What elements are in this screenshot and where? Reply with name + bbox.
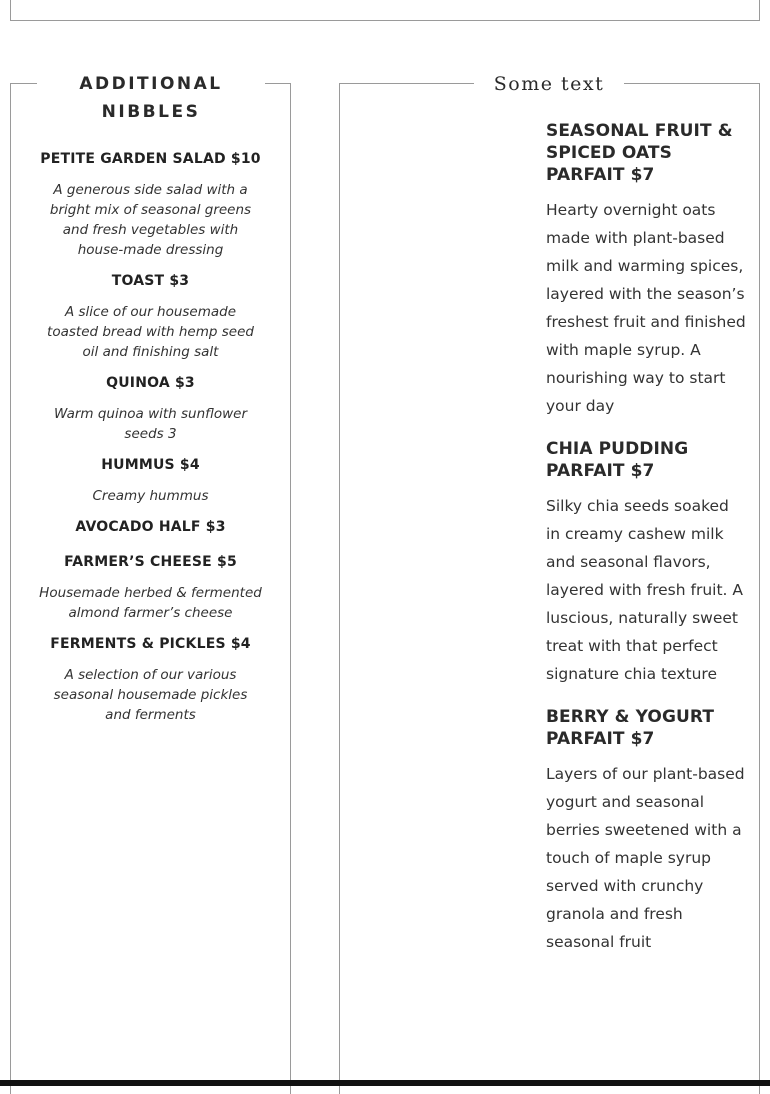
nibbles-list: [11, 148, 290, 735]
menu-item-name: HUMMUS $4: [101, 457, 200, 473]
menu-item-description: Housemade herbed & fermented almond farmer’s cheese: [39, 585, 262, 621]
parfaits-list: [546, 120, 746, 974]
menu-item: [11, 148, 290, 260]
menu-item-description: A slice of our housemade toasted bread with hemp seed oil and finishing salt: [47, 304, 254, 360]
menu-item-description: A generous side salad with a bright mix of seasonal greens and fresh vegetables with house-made dressing: [49, 182, 252, 258]
nibbles-panel: [10, 74, 291, 1094]
parfait-item-description: Hearty overnight oats made with plant-based milk and warming spices, layered with the season’s freshest fruit and finished with maple syrup. A nourishing way to start your day: [546, 201, 746, 415]
menu-item: [11, 551, 290, 623]
menu-item-name: QUINOA $3: [106, 375, 195, 391]
parfaits-panel: [339, 73, 760, 1094]
nibbles-title: ADDITIONAL NIBBLES: [37, 70, 265, 126]
parfait-item: [546, 438, 746, 688]
menu-item-name: TOAST $3: [111, 273, 190, 289]
menu-item: [11, 516, 290, 538]
menu-item: [11, 454, 290, 506]
parfait-item-description: Layers of our plant-based yogurt and seasonal berries sweetened with a touch of maple syrup served with crunchy granola and fresh seasonal fruit: [546, 765, 745, 951]
menu-item: [11, 270, 290, 362]
parfait-item-description: Silky chia seeds soaked in creamy cashew milk and seasonal flavors, layered with fresh fruit. A luscious, naturally sweet treat with that perfect signature chia texture: [546, 497, 744, 683]
menu-item-name: PETITE GARDEN SALAD $10: [40, 151, 261, 167]
bottom-edge-bar: [0, 1080, 770, 1086]
menu-item-description: A selection of our various seasonal housemade pickles and ferments: [53, 667, 248, 723]
parfait-item: [546, 706, 746, 956]
parfait-item-name: BERRY & YOGURT PARFAIT $7: [546, 707, 715, 749]
parfait-item-name: CHIA PUDDING PARFAIT $7: [546, 439, 689, 481]
menu-item-description: Warm quinoa with sunflower seeds 3: [53, 406, 248, 442]
parfait-item: [546, 120, 746, 420]
top-frame: [10, 0, 760, 21]
menu-item-name: FERMENTS & PICKLES $4: [50, 636, 251, 652]
menu-item-name: AVOCADO HALF $3: [75, 519, 226, 535]
menu-item: [11, 372, 290, 444]
menu-item-name: FARMER’S CHEESE $5: [64, 554, 237, 570]
parfait-item-name: SEASONAL FRUIT & SPICED OATS PARFAIT $7: [546, 121, 733, 185]
menu-item-description: Creamy hummus: [92, 488, 209, 504]
parfaits-title: Some text: [474, 70, 624, 98]
menu-item: [11, 633, 290, 725]
